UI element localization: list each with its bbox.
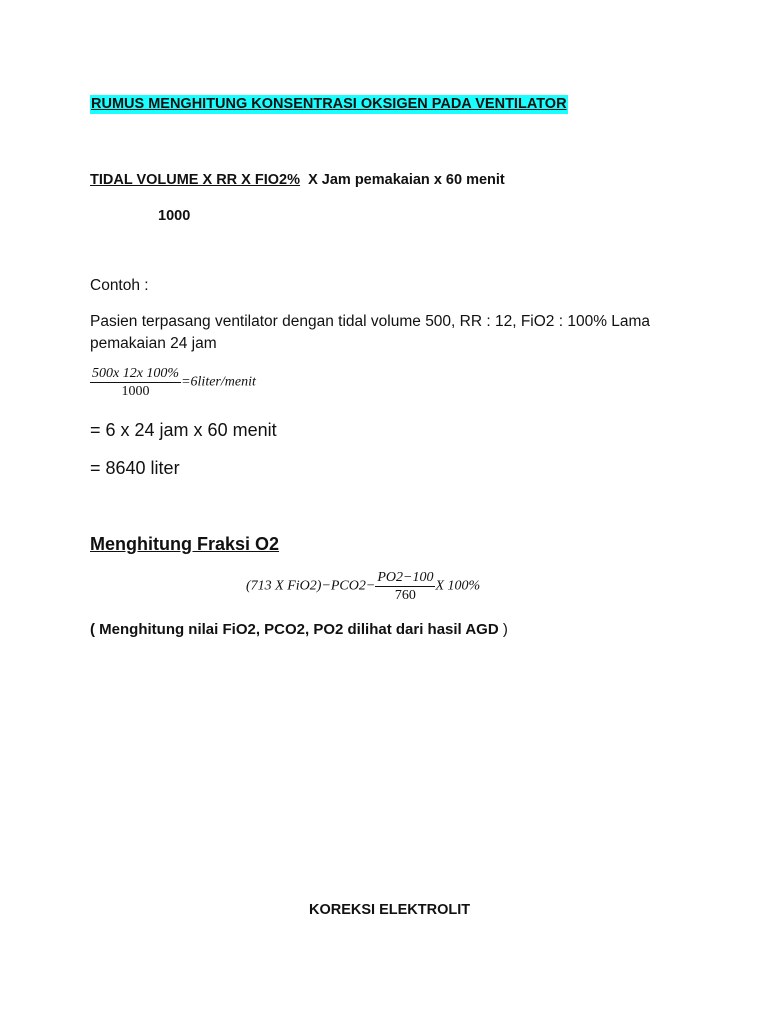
fraksi-eq-right: X 100% [435, 578, 481, 594]
agd-note-text: Menghitung nilai FiO2, PCO2, PO2 dilihat dari hasil AGD [95, 621, 503, 638]
example-fraction-equation [90, 365, 256, 400]
section2-heading: Menghitung Fraksi O2 [90, 534, 280, 554]
fraksi-fraction-denominator: 760 [394, 588, 416, 603]
example-fraction-result: =6liter/menit [181, 374, 256, 390]
example-paragraph-line1: Pasien terpasang ventilator dengan tidal volume 500, RR : 12, FiO2 : 100% Lama [90, 313, 651, 330]
document-title: RUMUS MENGHITUNG KONSENTRASI OKSIGEN PADA VENTILATOR [91, 96, 567, 112]
example-label: Contoh : [90, 277, 149, 294]
formula-rest: X Jam pemakaian x 60 menit [308, 172, 505, 188]
agd-note-open: ( [90, 621, 95, 638]
agd-note-close: ) [502, 621, 508, 638]
example-step1: = 6 x 24 jam x 60 menit [90, 420, 277, 440]
agd-note [90, 621, 508, 638]
fraksi-equation [246, 569, 480, 604]
formula-denominator: 1000 [158, 208, 191, 224]
formula-line [90, 172, 505, 188]
fraksi-eq-left: (713 X FiO2) [246, 578, 322, 594]
fraksi-fraction-numerator: PO2−100 [377, 570, 434, 585]
formula-underlined: TIDAL VOLUME X RR X FIO2% [90, 172, 301, 188]
fraksi-fraction [375, 569, 435, 604]
koreksi-elektrolit-heading: KOREKSI ELEKTROLIT [309, 902, 471, 918]
example-fraction [90, 365, 181, 400]
fraksi-eq-middle: −PCO2− [321, 578, 376, 594]
example-paragraph-line2: pemakaian 24 jam [90, 335, 217, 352]
example-step2: = 8640 liter [90, 458, 180, 478]
example-fraction-denominator: 1000 [121, 384, 150, 399]
example-fraction-numerator: 500x 12x 100% [92, 366, 180, 381]
